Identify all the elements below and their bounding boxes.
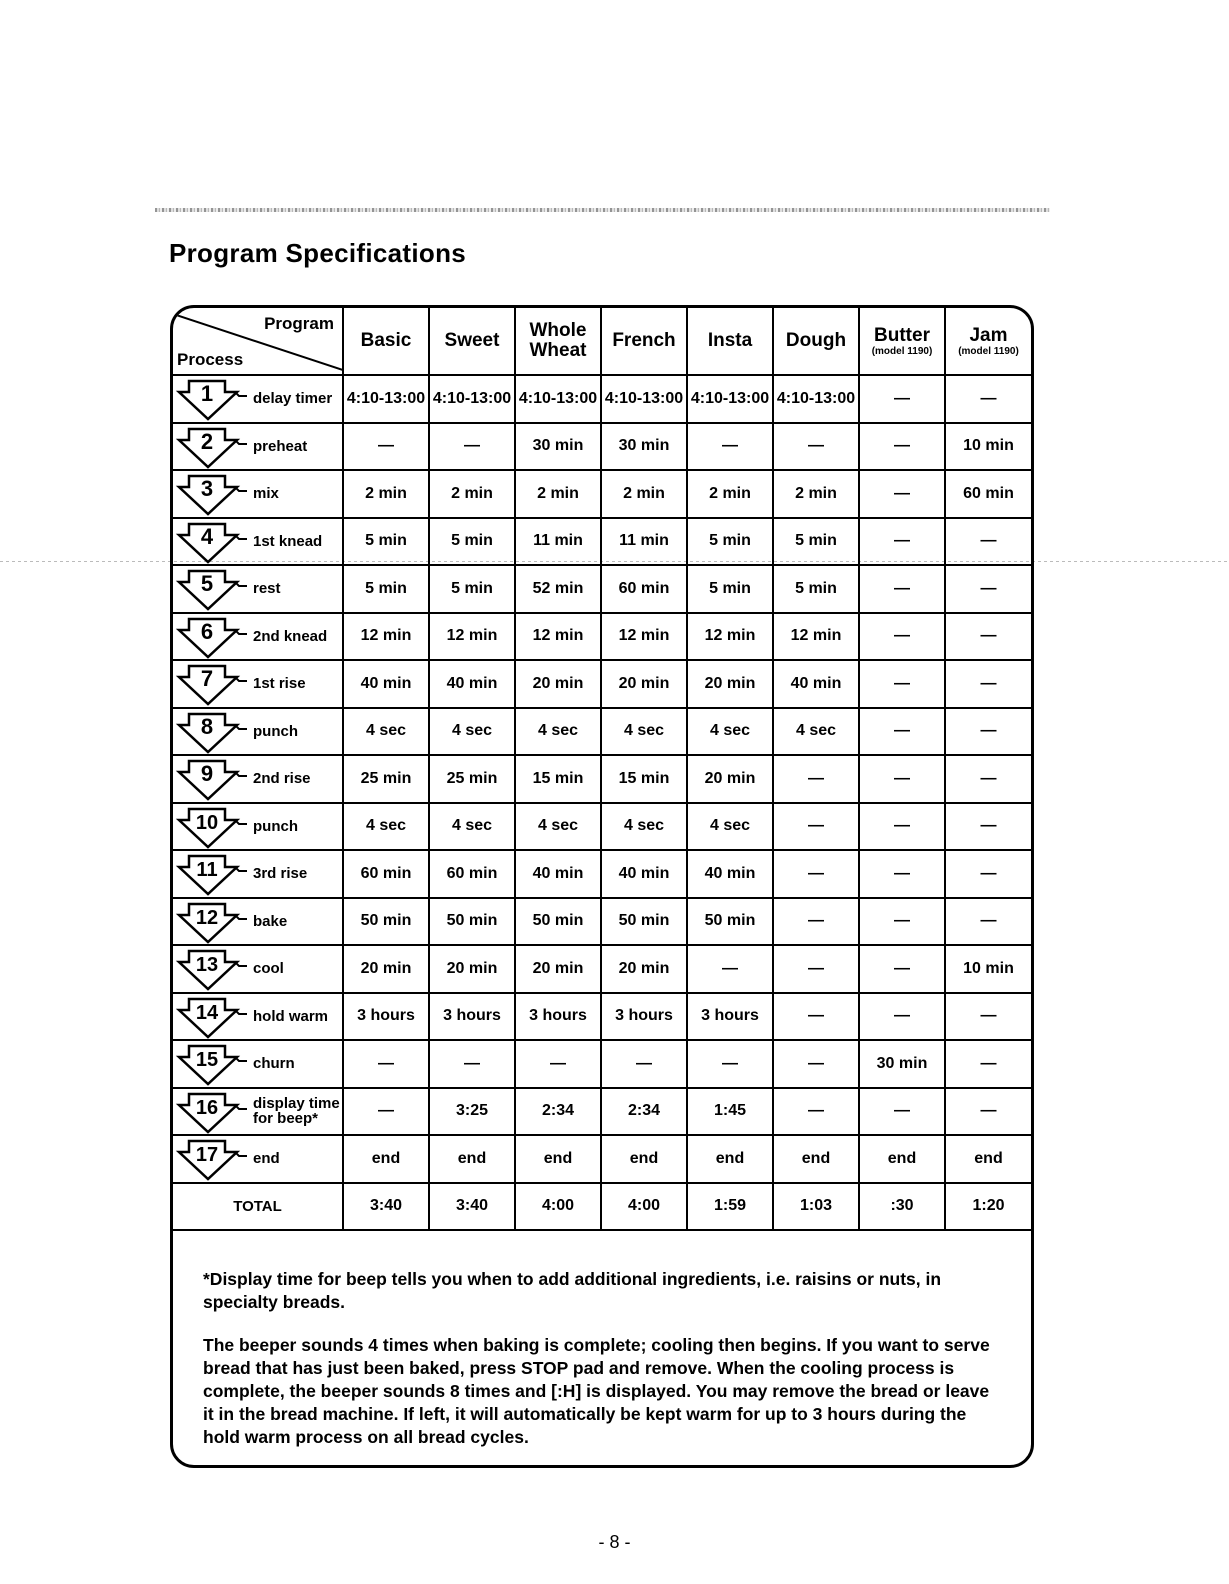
table-cell: 10 min	[945, 945, 1031, 993]
step-label: 1st rise	[253, 675, 306, 693]
step-arrow-icon	[175, 901, 251, 945]
table-cell: —	[859, 660, 945, 708]
step-number: 10	[195, 811, 219, 834]
step-label: preheat	[253, 437, 308, 455]
table-row	[173, 613, 1031, 661]
process-step	[173, 945, 343, 993]
table-cell: 11 min	[601, 518, 687, 566]
table-cell: 25 min	[343, 755, 429, 803]
step-arrow-icon	[175, 1091, 251, 1135]
table-row	[173, 423, 1031, 471]
step-arrow-icon	[175, 568, 251, 612]
table-cell: 10 min	[945, 423, 1031, 471]
table-cell: —	[945, 708, 1031, 756]
table-cell: 4:10-13:00	[515, 375, 601, 423]
total-cell: 4:00	[515, 1183, 601, 1231]
col-header-label: Dough	[785, 330, 847, 351]
table-cell: 4 sec	[687, 803, 773, 851]
table-cell: —	[773, 755, 859, 803]
process-step	[173, 850, 343, 898]
total-cell: 4:00	[601, 1183, 687, 1231]
table-cell: 12 min	[601, 613, 687, 661]
table-row	[173, 518, 1031, 566]
step-number: 6	[200, 618, 214, 644]
table-cell: 4 sec	[429, 708, 515, 756]
col-header	[945, 308, 1031, 375]
total-cell: 3:40	[429, 1183, 515, 1231]
table-cell: 5 min	[343, 565, 429, 613]
process-step	[173, 660, 343, 708]
table-cell: 40 min	[687, 850, 773, 898]
col-header-sub: (model 1190)	[871, 345, 933, 357]
step-number: 11	[196, 859, 218, 881]
table-row	[173, 375, 1031, 423]
col-header	[343, 308, 429, 375]
table-cell: end	[601, 1135, 687, 1183]
step-number: 8	[200, 713, 214, 739]
table-cell: —	[687, 945, 773, 993]
notes	[203, 1268, 1003, 1468]
step-arrow-icon	[175, 806, 251, 850]
table-cell: —	[945, 850, 1031, 898]
table-row	[173, 708, 1031, 756]
step-number: 2	[200, 428, 214, 454]
table-cell: —	[945, 613, 1031, 661]
table-cell: 3 hours	[515, 993, 601, 1041]
table-cell: —	[945, 803, 1031, 851]
table-cell: 50 min	[429, 898, 515, 946]
table-cell: 4:10-13:00	[773, 375, 859, 423]
table-cell: —	[859, 803, 945, 851]
table-cell: 52 min	[515, 565, 601, 613]
table-cell: —	[945, 755, 1031, 803]
page-title: Program Specifications	[169, 238, 467, 268]
corner-process-label: Process	[177, 350, 244, 369]
table-cell: 60 min	[343, 850, 429, 898]
table-cell: 2:34	[515, 1088, 601, 1136]
table-cell: —	[773, 1088, 859, 1136]
step-arrow-icon	[175, 426, 251, 470]
table-cell: 4 sec	[601, 708, 687, 756]
table-cell: —	[945, 898, 1031, 946]
step-number: 13	[195, 954, 219, 976]
table-cell: 40 min	[343, 660, 429, 708]
table-row	[173, 1040, 1031, 1088]
beeper-note: The beeper sounds 4 times when baking is complete; cooling then begins. If you want to serve bread that has just been baked, press STOP pad and remove. When the cooling process is complete, the beeper sounds 8 times and [:H] is displayed. You may remove the bread or leave it in the bread machine. If left, it will automatically be kept warm for up to 3 hours during the hold warm process on all bread cycles.	[203, 1335, 990, 1447]
table-cell: 15 min	[515, 755, 601, 803]
table-row	[173, 850, 1031, 898]
table-cell: 5 min	[343, 518, 429, 566]
table-cell: 2 min	[773, 470, 859, 518]
table-cell: —	[773, 423, 859, 471]
table-cell: 11 min	[515, 518, 601, 566]
table-cell: —	[343, 1088, 429, 1136]
table-cell: end	[343, 1135, 429, 1183]
table-cell: —	[945, 1040, 1031, 1088]
table-cell: 4 sec	[429, 803, 515, 851]
step-label: end	[253, 1150, 280, 1168]
step-label: 3rd rise	[253, 865, 308, 883]
col-header-label: Butter	[874, 324, 930, 346]
table-cell: 50 min	[687, 898, 773, 946]
table-cell: 12 min	[515, 613, 601, 661]
table-cell: 1:45	[687, 1088, 773, 1136]
col-header	[859, 308, 945, 375]
table-cell: 4 sec	[515, 708, 601, 756]
table-cell: —	[773, 945, 859, 993]
total-cell: 1:20	[945, 1183, 1031, 1231]
process-step	[173, 755, 343, 803]
table-cell: end	[429, 1135, 515, 1183]
table-row	[173, 898, 1031, 946]
step-arrow-icon	[175, 473, 251, 517]
table-cell: 20 min	[601, 945, 687, 993]
col-header	[429, 308, 515, 375]
step-arrow-icon	[175, 521, 251, 565]
header-row	[173, 308, 1031, 375]
table-cell: 20 min	[687, 755, 773, 803]
table-cell: end	[945, 1135, 1031, 1183]
total-cell: 3:40	[343, 1183, 429, 1231]
step-label: churn	[253, 1055, 295, 1073]
step-number: 5	[200, 571, 214, 596]
step-arrow-icon	[175, 378, 251, 422]
spec-table	[173, 308, 1031, 1231]
table-cell: —	[859, 898, 945, 946]
table-cell: —	[429, 423, 515, 471]
table-cell: 30 min	[859, 1040, 945, 1088]
col-header	[773, 308, 859, 375]
table-cell: —	[859, 708, 945, 756]
spec-frame	[170, 305, 1034, 1468]
table-cell: 60 min	[601, 565, 687, 613]
table-cell: —	[515, 1040, 601, 1088]
table-cell: 4:10-13:00	[343, 375, 429, 423]
table-cell: —	[859, 945, 945, 993]
table-cell: —	[859, 470, 945, 518]
table-cell: —	[945, 993, 1031, 1041]
table-cell: —	[773, 993, 859, 1041]
table-cell: 40 min	[429, 660, 515, 708]
process-step	[173, 993, 343, 1041]
table-cell: 5 min	[687, 518, 773, 566]
table-cell: —	[859, 1088, 945, 1136]
table-cell: 20 min	[515, 660, 601, 708]
table-cell: —	[859, 423, 945, 471]
total-cell: 1:59	[687, 1183, 773, 1231]
step-number: 7	[200, 666, 214, 691]
step-arrow-icon	[175, 1043, 251, 1087]
table-cell: 30 min	[601, 423, 687, 471]
total-cell: 1:03	[773, 1183, 859, 1231]
page-number: - 8 -	[598, 1532, 631, 1552]
table-cell: —	[945, 518, 1031, 566]
col-header-label: Jam	[969, 324, 1008, 346]
step-label: 2nd knead	[253, 627, 328, 645]
table-row	[173, 660, 1031, 708]
table-cell: 5 min	[773, 518, 859, 566]
table-cell: 2 min	[601, 470, 687, 518]
table-cell: 4 sec	[601, 803, 687, 851]
table-cell: 25 min	[429, 755, 515, 803]
step-number: 3	[200, 476, 214, 501]
process-step	[173, 423, 343, 471]
table-cell: 12 min	[687, 613, 773, 661]
col-header	[515, 308, 601, 375]
col-header-sub: (model 1190)	[958, 345, 1019, 357]
table-row	[173, 565, 1031, 613]
table-cell: 12 min	[343, 613, 429, 661]
table-cell: end	[687, 1135, 773, 1183]
table-cell: —	[945, 660, 1031, 708]
table-cell: 40 min	[773, 660, 859, 708]
table-cell: 4 sec	[343, 708, 429, 756]
table-cell: 4 sec	[515, 803, 601, 851]
table-cell: 3:25	[429, 1088, 515, 1136]
col-header-label: Basic	[360, 330, 412, 351]
table-cell: —	[859, 850, 945, 898]
table-cell: 4 sec	[773, 708, 859, 756]
table-row	[173, 1135, 1031, 1183]
col-header-label: French	[612, 330, 676, 351]
table-cell: 5 min	[429, 565, 515, 613]
table-cell: 60 min	[429, 850, 515, 898]
table-cell: —	[601, 1040, 687, 1088]
table-cell: —	[859, 565, 945, 613]
step-number: 1	[200, 381, 214, 406]
table-cell: end	[515, 1135, 601, 1183]
table-cell: —	[773, 898, 859, 946]
table-cell: 12 min	[429, 613, 515, 661]
table-cell: 5 min	[687, 565, 773, 613]
table-cell: —	[343, 1040, 429, 1088]
process-step	[173, 1088, 343, 1136]
table-cell: —	[859, 375, 945, 423]
step-arrow-icon	[175, 711, 251, 755]
col-header	[687, 308, 773, 375]
process-step	[173, 470, 343, 518]
table-cell: —	[687, 1040, 773, 1088]
table-cell: —	[859, 613, 945, 661]
table-cell: 3 hours	[601, 993, 687, 1041]
step-label: bake	[253, 912, 288, 930]
table-row	[173, 993, 1031, 1041]
table-cell: end	[859, 1135, 945, 1183]
total-label: TOTAL	[173, 1183, 343, 1231]
process-step	[173, 1135, 343, 1183]
table-cell: 4 sec	[343, 803, 429, 851]
corner-program-label: Program	[264, 314, 334, 333]
process-step	[173, 518, 343, 566]
table-cell: 4 sec	[687, 708, 773, 756]
col-header-label: Insta	[707, 330, 753, 351]
table-cell: —	[945, 1088, 1031, 1136]
step-label: rest	[253, 580, 281, 598]
table-cell: 2 min	[687, 470, 773, 518]
table-cell: 15 min	[601, 755, 687, 803]
process-step	[173, 565, 343, 613]
beep-note: *Display time for beep tells you when to add additional ingredients, i.e. raisins or nuts, in specialty breads.	[203, 1269, 942, 1312]
table-cell: —	[773, 803, 859, 851]
table-cell: —	[773, 1040, 859, 1088]
top-divider	[155, 208, 1050, 212]
table-cell: 50 min	[515, 898, 601, 946]
process-step	[173, 803, 343, 851]
step-number: 15	[195, 1049, 219, 1071]
table-cell: 50 min	[343, 898, 429, 946]
table-cell: 20 min	[343, 945, 429, 993]
step-number: 12	[195, 906, 219, 929]
table-cell: 20 min	[429, 945, 515, 993]
step-label: 2nd rise	[253, 770, 311, 788]
step-label: hold warm	[253, 1007, 329, 1025]
step-arrow-icon	[175, 758, 251, 802]
table-cell: 50 min	[601, 898, 687, 946]
table-row	[173, 755, 1031, 803]
table-corner	[173, 308, 343, 375]
table-cell: 2 min	[429, 470, 515, 518]
step-arrow-icon	[175, 663, 251, 707]
table-cell: 40 min	[515, 850, 601, 898]
process-step	[173, 708, 343, 756]
table-cell: 30 min	[515, 423, 601, 471]
step-arrow-icon	[175, 996, 251, 1040]
col-header-label: Whole Wheat	[529, 320, 587, 361]
table-row	[173, 470, 1031, 518]
process-step	[173, 375, 343, 423]
step-label: cool	[253, 960, 284, 978]
table-cell: —	[773, 850, 859, 898]
process-step	[173, 613, 343, 661]
table-cell: —	[859, 518, 945, 566]
table-cell: —	[859, 755, 945, 803]
step-number: 16	[195, 1096, 219, 1119]
table-cell: —	[429, 1040, 515, 1088]
step-number: 14	[195, 1001, 219, 1024]
total-row	[173, 1183, 1031, 1231]
step-number: 17	[195, 1144, 219, 1166]
table-cell: —	[859, 993, 945, 1041]
col-header	[601, 308, 687, 375]
table-cell: 20 min	[601, 660, 687, 708]
table-cell: end	[773, 1135, 859, 1183]
table-cell: 2 min	[343, 470, 429, 518]
step-label: delay timer	[253, 390, 333, 408]
table-cell: 3 hours	[343, 993, 429, 1041]
step-label: display time for beep*	[253, 1095, 340, 1128]
step-number: 4	[200, 523, 214, 549]
step-label: mix	[253, 485, 279, 503]
table-cell: 3 hours	[429, 993, 515, 1041]
step-arrow-icon	[175, 853, 251, 897]
step-arrow-icon	[175, 616, 251, 660]
table-cell: 4:10-13:00	[601, 375, 687, 423]
col-header-label: Sweet	[444, 330, 500, 351]
table-cell: 3 hours	[687, 993, 773, 1041]
table-cell: 20 min	[687, 660, 773, 708]
table-cell: 5 min	[773, 565, 859, 613]
table-cell: —	[687, 423, 773, 471]
step-label: punch	[253, 722, 298, 740]
table-cell: 2 min	[515, 470, 601, 518]
table-cell: —	[945, 375, 1031, 423]
table-cell: —	[945, 565, 1031, 613]
process-step	[173, 1040, 343, 1088]
table-cell: 60 min	[945, 470, 1031, 518]
process-step	[173, 898, 343, 946]
table-cell: 4:10-13:00	[429, 375, 515, 423]
step-label: punch	[253, 817, 298, 835]
table-row	[173, 1088, 1031, 1136]
step-arrow-icon	[175, 1138, 251, 1182]
table-row	[173, 803, 1031, 851]
table-cell: 20 min	[515, 945, 601, 993]
table-cell: —	[343, 423, 429, 471]
table-cell: 4:10-13:00	[687, 375, 773, 423]
table-cell: 12 min	[773, 613, 859, 661]
total-cell: :30	[859, 1183, 945, 1231]
table-row	[173, 945, 1031, 993]
table-cell: 5 min	[429, 518, 515, 566]
step-label: 1st knead	[253, 532, 323, 550]
step-number: 9	[200, 761, 214, 786]
table-cell: 2:34	[601, 1088, 687, 1136]
table-cell: 40 min	[601, 850, 687, 898]
step-arrow-icon	[175, 948, 251, 992]
